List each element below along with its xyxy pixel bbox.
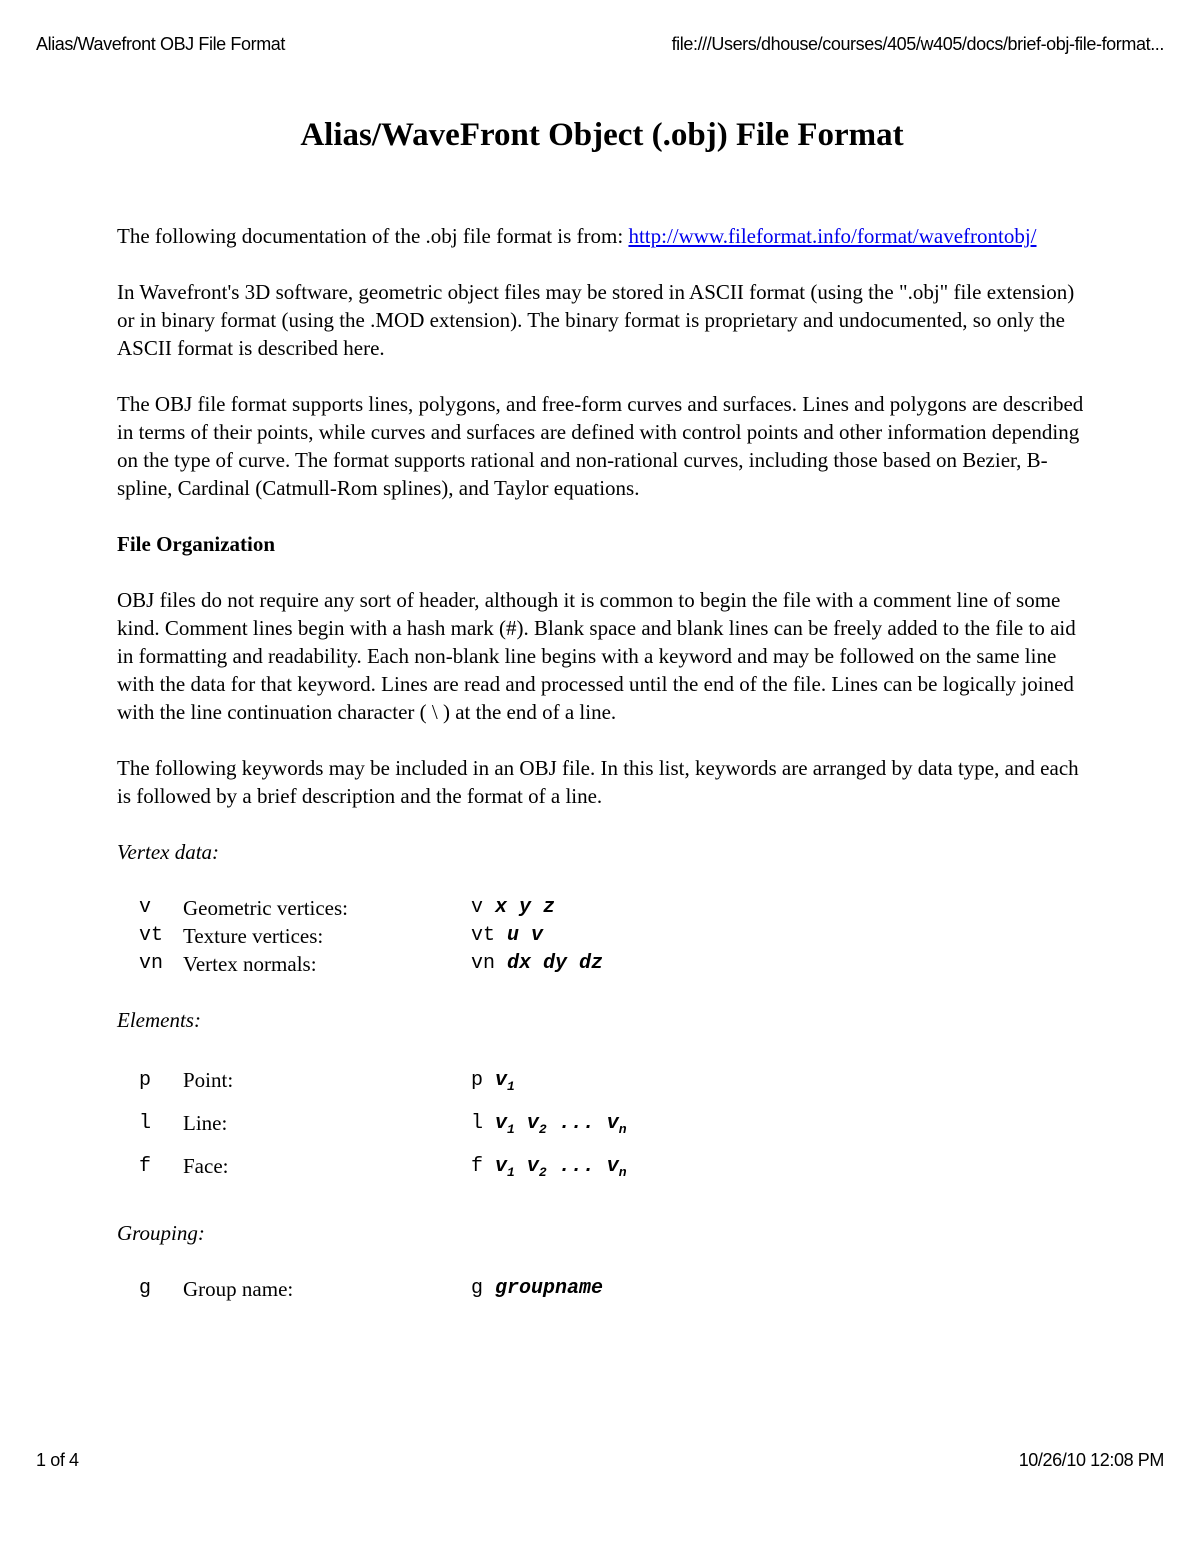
syntax-args: groupname	[495, 1277, 604, 1300]
page-number: 1 of 4	[36, 1450, 79, 1470]
arg-symbol: v	[606, 1155, 619, 1178]
arg-symbol: v	[526, 1155, 539, 1178]
category-grouping: Grouping:	[117, 1221, 205, 1245]
source-link[interactable]: http://www.fileformat.info/format/wavefrontobj/	[628, 224, 1037, 248]
keyword-name: l	[139, 1112, 152, 1135]
keyword-row	[139, 922, 603, 950]
keyword-name: g	[139, 1277, 152, 1300]
keyword-row	[139, 1062, 627, 1105]
syntax-arg	[527, 1112, 547, 1135]
keyword-description: Geometric vertices:	[183, 896, 349, 920]
syntax-arg	[607, 1112, 627, 1135]
syntax-keyword: f	[471, 1155, 484, 1178]
syntax-arg	[495, 1112, 515, 1135]
grouping-keyword-table	[139, 1275, 603, 1303]
category-elements: Elements:	[117, 1008, 201, 1032]
syntax-args: u v	[507, 924, 544, 947]
keyword-syntax	[471, 894, 603, 922]
syntax-ellipsis: ...	[558, 1155, 595, 1178]
keyword-row	[139, 1275, 603, 1303]
document-title: Alias/WaveFront Object (.obj) File Format	[300, 117, 904, 153]
keyword-syntax	[471, 922, 603, 950]
syntax-keyword: l	[471, 1112, 484, 1135]
arg-subscript: n	[618, 1165, 627, 1180]
vertex-keyword-table	[139, 894, 603, 978]
keyword-description: Group name:	[183, 1277, 294, 1301]
keyword-syntax	[471, 1275, 603, 1303]
document-body	[117, 110, 1087, 1331]
keyword-syntax	[471, 1105, 627, 1148]
syntax-arg	[495, 1155, 515, 1178]
paragraph-keywords: The following keywords may be included in an OBJ file. In this list, keywords are arranged by data type, and each is followed by a brief description and the format of a line.	[117, 756, 1079, 808]
print-header-title: Alias/Wavefront OBJ File Format	[36, 34, 285, 54]
arg-symbol: v	[526, 1112, 539, 1135]
keyword-syntax	[471, 950, 603, 978]
arg-symbol: v	[495, 1155, 508, 1178]
syntax-keyword: vn	[471, 952, 496, 975]
syntax-keyword: vt	[471, 924, 496, 947]
arg-symbol: v	[606, 1112, 619, 1135]
print-datetime: 10/26/10 12:08 PM	[1018, 1450, 1164, 1470]
paragraph-support: The OBJ file format supports lines, polygons, and free-form curves and surfaces. Lines and polygons are described in terms of their points, while curves and surfaces are defined with control points and other information depending on the type of curve. The format supports rational and non-rational curves, including those based on Bezier, B-spline, Cardinal (Catmull-Rom splines), and Taylor equations.	[117, 392, 1084, 500]
syntax-arg	[495, 1069, 515, 1092]
syntax-args: dx dy dz	[507, 952, 604, 975]
keyword-name: p	[139, 1069, 152, 1092]
keyword-row	[139, 894, 603, 922]
arg-subscript: 1	[507, 1165, 515, 1180]
keyword-description: Line:	[183, 1111, 228, 1135]
keyword-syntax	[471, 1148, 627, 1191]
keyword-description: Texture vertices:	[183, 924, 324, 948]
syntax-keyword: p	[471, 1069, 484, 1092]
paragraph-formats: In Wavefront's 3D software, geometric object files may be stored in ASCII format (using the ".obj" file extension) or in binary format (using the .MOD extension). The binary format is proprietary and undocumented, so only the ASCII format is described here.	[117, 280, 1075, 360]
keyword-syntax	[471, 1062, 627, 1105]
arg-subscript: 1	[507, 1079, 515, 1094]
syntax-keyword: g	[471, 1277, 484, 1300]
arg-symbol: v	[495, 1069, 508, 1092]
keyword-name: f	[139, 1155, 152, 1178]
syntax-keyword: v	[471, 896, 484, 919]
syntax-arg	[527, 1155, 547, 1178]
category-vertex-data: Vertex data:	[117, 840, 220, 864]
keyword-description: Vertex normals:	[183, 952, 317, 976]
keyword-row	[139, 1148, 627, 1191]
syntax-arg	[607, 1155, 627, 1178]
keyword-row	[139, 950, 603, 978]
keyword-row	[139, 1105, 627, 1148]
arg-symbol: v	[495, 1112, 508, 1135]
elements-keyword-table	[139, 1062, 627, 1191]
syntax-ellipsis: ...	[558, 1112, 595, 1135]
intro-paragraph	[117, 222, 1087, 250]
syntax-args: x y z	[495, 896, 556, 919]
keyword-name: v	[139, 896, 152, 919]
keyword-name: vn	[139, 952, 164, 975]
intro-text: The following documentation of the .obj file format is from:	[117, 224, 629, 248]
keyword-description: Point:	[183, 1068, 234, 1092]
keyword-description: Face:	[183, 1154, 229, 1178]
arg-subscript: 2	[538, 1122, 547, 1137]
section-heading-file-organization: File Organization	[117, 532, 276, 556]
arg-subscript: 1	[507, 1122, 515, 1137]
arg-subscript: 2	[538, 1165, 547, 1180]
keyword-name: vt	[139, 924, 164, 947]
paragraph-organization: OBJ files do not require any sort of header, although it is common to begin the file with a comment line of some kind. Comment lines begin with a hash mark (#). Blank space and blank lines can be freely added to the file to aid in formatting and readability. Each non-blank line begins with a keyword and may be followed on the same line with the data for that keyword. Lines are read and processed until the end of the file. Lines can be logically joined with the line continuation character ( \ ) at the end of a line.	[117, 588, 1076, 724]
arg-subscript: n	[618, 1122, 627, 1137]
print-header-url: file:///Users/dhouse/courses/405/w405/docs/brief-obj-file-format...	[671, 34, 1164, 54]
